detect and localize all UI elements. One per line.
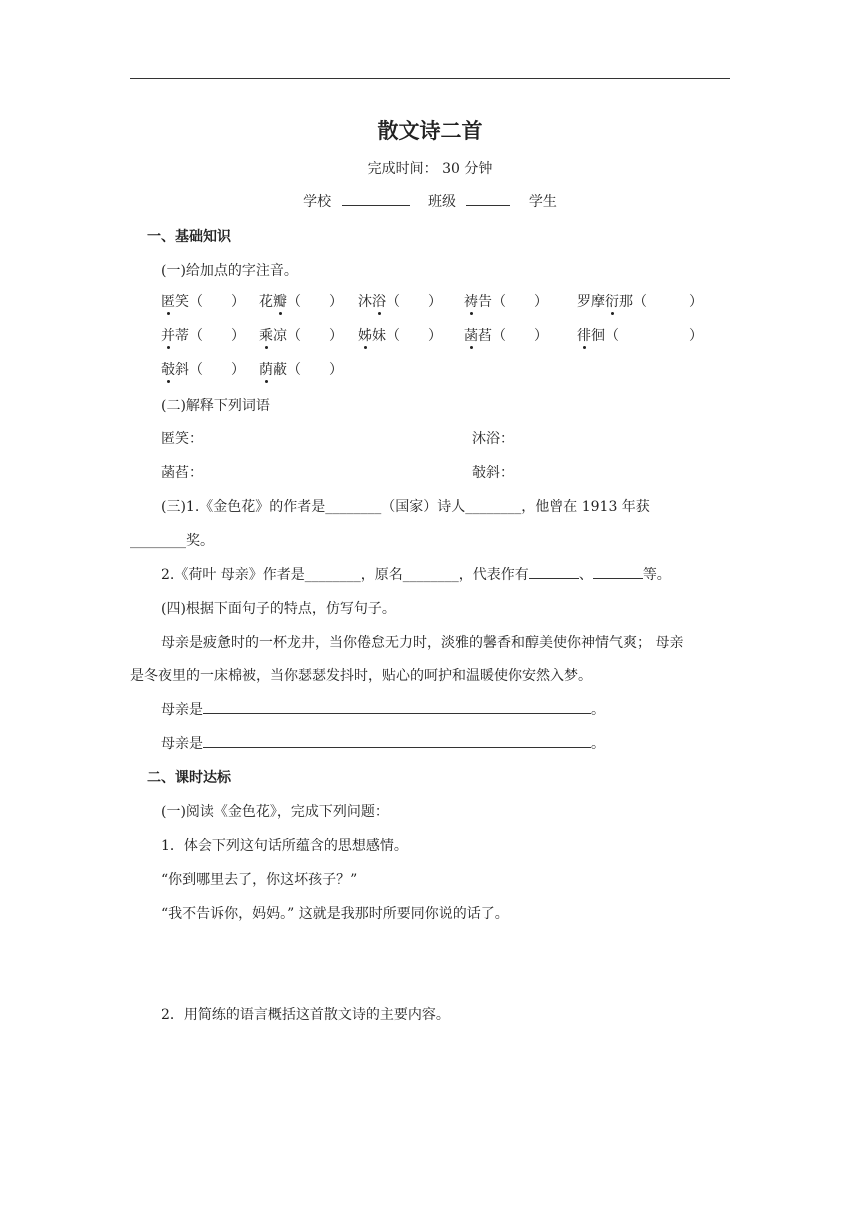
term-2: 沐浴： <box>472 431 514 447</box>
pinyin-item-dot: 并 <box>161 328 175 344</box>
pinyin-item <box>358 291 442 311</box>
time-value: 30 分钟 <box>442 161 493 177</box>
time-line <box>0 158 860 178</box>
pinyin-item <box>161 325 245 345</box>
reading-question-2: 2．用简练的语言概括这首散文诗的主要内容。 <box>161 1007 450 1023</box>
pinyin-item-post: （ ） <box>287 294 343 310</box>
question-3-2-end: 等。 <box>642 567 671 583</box>
school-blank <box>342 191 410 206</box>
quote-line-2: “我不告诉你，妈妈。” 这就是我那时所要同你说的话了。 <box>161 906 509 922</box>
pinyin-item-post: 笑（ ） <box>175 294 245 310</box>
pinyin-item-pre: 罗摩 <box>577 294 605 310</box>
question-3-2-text: 2.《荷叶 母亲》作者是________，原名________，代表作有 <box>161 567 529 583</box>
imitation-blank-1 <box>203 699 591 714</box>
pinyin-item <box>358 325 442 345</box>
info-line <box>0 191 860 211</box>
work-blank-2 <box>593 564 643 579</box>
section2-heading: 二、课时达标 <box>147 770 231 786</box>
question-3-2 <box>161 564 671 584</box>
reading-heading: (一)阅读《金色花》，完成下列问题： <box>161 804 389 820</box>
pinyin-item <box>464 291 548 311</box>
pinyin-item-dot: 匿 <box>161 294 175 310</box>
question-3-2-sep: 、 <box>578 567 593 583</box>
question-3-1-line-2: ________奖。 <box>130 533 214 549</box>
pinyin-item-dot: 祷 <box>464 294 478 310</box>
pinyin-item-post: 斜（ ） <box>175 362 245 378</box>
student-label: 学生 <box>528 194 557 210</box>
pinyin-item <box>161 291 245 311</box>
pinyin-item-dot: 衍 <box>605 294 619 310</box>
pinyin-item-dot: 荫 <box>259 362 273 378</box>
pinyin-item-pre: 花 <box>259 294 273 310</box>
pinyin-item <box>464 325 548 345</box>
pinyin-item-post: 蔽（ ） <box>273 362 343 378</box>
pinyin-item-post: （ ） <box>386 294 442 310</box>
example-line-1: 母亲是疲惫时的一杯龙井，当你倦怠无力时，淡雅的馨香和醇美使你神情气爽； 母亲 <box>161 635 684 651</box>
imitation-end-1: 。 <box>591 702 605 718</box>
pinyin-item-post: 凉（ ） <box>273 328 343 344</box>
imitation-prompt-1: 母亲是 <box>161 702 203 718</box>
question-3-1-line-1: (三)1.《金色花》的作者是________（国家）诗人________，他曾在 1913 年获 <box>161 499 650 515</box>
imitation-line-1 <box>161 699 605 719</box>
class-label: 班级 <box>428 194 456 210</box>
pinyin-item-dot: 瓣 <box>273 294 287 310</box>
pinyin-item-dot: 菡 <box>464 328 478 344</box>
class-blank <box>466 191 510 206</box>
pinyin-item <box>259 325 343 345</box>
pinyin-item-post: 告（ ） <box>478 294 548 310</box>
pinyin-item-pre: 沐 <box>358 294 372 310</box>
pinyin-item-dot: 浴 <box>372 294 386 310</box>
pinyin-item <box>161 359 245 379</box>
part2-heading: (二)解释下列词语 <box>161 398 270 414</box>
work-blank-1 <box>529 564 579 579</box>
pinyin-item <box>577 291 703 311</box>
pinyin-item-dot: 攲 <box>161 362 175 378</box>
quote-line-1: “你到哪里去了，你这坏孩子？” <box>161 872 358 888</box>
page-title: 散文诗二首 <box>377 119 483 143</box>
imitation-blank-2 <box>203 733 591 748</box>
imitation-prompt-2: 母亲是 <box>161 736 203 752</box>
time-label: 完成时间： <box>367 161 438 177</box>
pinyin-item-dot: 徘 <box>577 328 591 344</box>
part1-heading: (一)给加点的字注音。 <box>161 263 298 279</box>
pinyin-item-post: 徊（ ） <box>591 328 703 344</box>
reading-question-1: 1．体会下列这句话所蕴含的思想感情。 <box>161 838 408 854</box>
pinyin-item <box>259 359 343 379</box>
term-3: 菡萏： <box>161 465 203 481</box>
pinyin-item-post: 蒂（ ） <box>175 328 245 344</box>
example-line-2: 是冬夜里的一床棉被，当你瑟瑟发抖时，贴心的呵护和温暖使你安然入梦。 <box>130 668 592 684</box>
section1-heading: 一、基础知识 <box>147 229 231 245</box>
pinyin-item-post: 那（ ） <box>619 294 703 310</box>
term-4: 攲斜： <box>472 465 514 481</box>
pinyin-item-post: 妹（ ） <box>372 328 442 344</box>
pinyin-item <box>577 325 703 345</box>
term-1: 匿笑： <box>161 431 203 447</box>
pinyin-item-dot: 姊 <box>358 328 372 344</box>
header-rule <box>130 78 730 79</box>
imitation-end-2: 。 <box>591 736 605 752</box>
part4-heading: (四)根据下面句子的特点，仿写句子。 <box>161 601 396 617</box>
pinyin-item-post: 萏（ ） <box>478 328 548 344</box>
pinyin-item-dot: 乘 <box>259 328 273 344</box>
school-label: 学校 <box>303 194 332 210</box>
pinyin-item <box>259 291 343 311</box>
imitation-line-2 <box>161 733 605 753</box>
